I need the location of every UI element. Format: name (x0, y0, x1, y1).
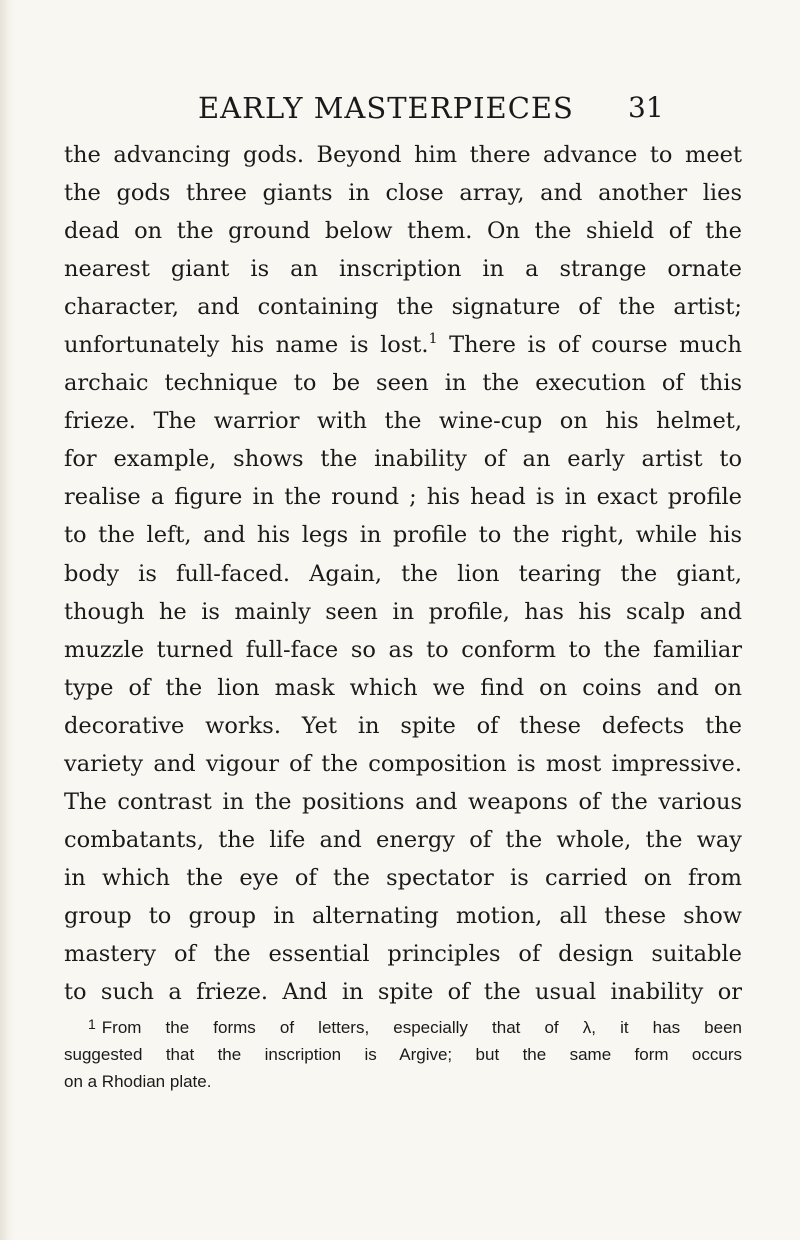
text-line: though he is mainly seen in profile, has his scalp and (64, 598, 742, 625)
text-line: in which the eye of the spectator is carried on from (64, 864, 742, 891)
text-segment: There is of course much (449, 332, 742, 359)
text-line: combatants, the life and energy of the whole, the way (64, 826, 742, 853)
body-text (64, 136, 742, 1011)
footnote-reference[interactable]: 1 (428, 331, 438, 348)
text-line: for example, shows the inability of an early artist to (64, 446, 742, 473)
text-line: mastery of the essential principles of design suitable (64, 940, 742, 967)
text-line: dead on the ground below them. On the shield of the (64, 218, 742, 245)
text-line: The contrast in the positions and weapons of the various (64, 788, 742, 815)
page-gutter-shadow (0, 0, 14, 1240)
text-line: frieze. The warrior with the wine-cup on his helmet, (64, 408, 742, 435)
text-line: type of the lion mask which we find on coins and on (64, 674, 742, 701)
running-head (0, 88, 800, 128)
text-line: decorative works. Yet in spite of these defects the (64, 712, 742, 739)
text-line: to the left, and his legs in profile to the right, while his (64, 522, 742, 549)
text-line-with-note (64, 326, 742, 364)
text-line: realise a figure in the round ; his head is in exact profile (64, 484, 742, 511)
footnote (64, 1014, 742, 1095)
text-line: the gods three giants in close array, and another lies (64, 180, 742, 207)
running-title: EARLY MASTERPIECES (198, 91, 574, 125)
text-segment: unfortunately his name is lost. (64, 332, 429, 359)
text-line: variety and vigour of the composition is most impressive. (64, 750, 742, 777)
footnote-text: From the forms of letters, especially that of λ, it has been (101, 1018, 742, 1037)
text-line: muzzle turned full-face so as to conform to the familiar (64, 636, 742, 663)
text-line: the advancing gods. Beyond him there advance to meet (64, 142, 742, 168)
page-number: 31 (628, 91, 664, 124)
text-line: character, and containing the signature of the artist; (64, 294, 742, 321)
text-line: to such a frieze. And in spite of the usual inability or (64, 979, 742, 1006)
text-line: archaic technique to be seen in the execution of this (64, 370, 742, 397)
footnote-line: on a Rhodian plate. (64, 1072, 212, 1091)
text-line: group to group in alternating motion, all these show (64, 902, 742, 929)
footnote-marker: 1 (88, 1016, 96, 1032)
text-line: nearest giant is an inscription in a strange ornate (64, 256, 742, 283)
text-line: body is full-faced. Again, the lion tearing the giant, (64, 560, 742, 587)
footnote-line (64, 1014, 742, 1041)
footnote-line: suggested that the inscription is Argive; but the same form occurs (64, 1045, 742, 1064)
